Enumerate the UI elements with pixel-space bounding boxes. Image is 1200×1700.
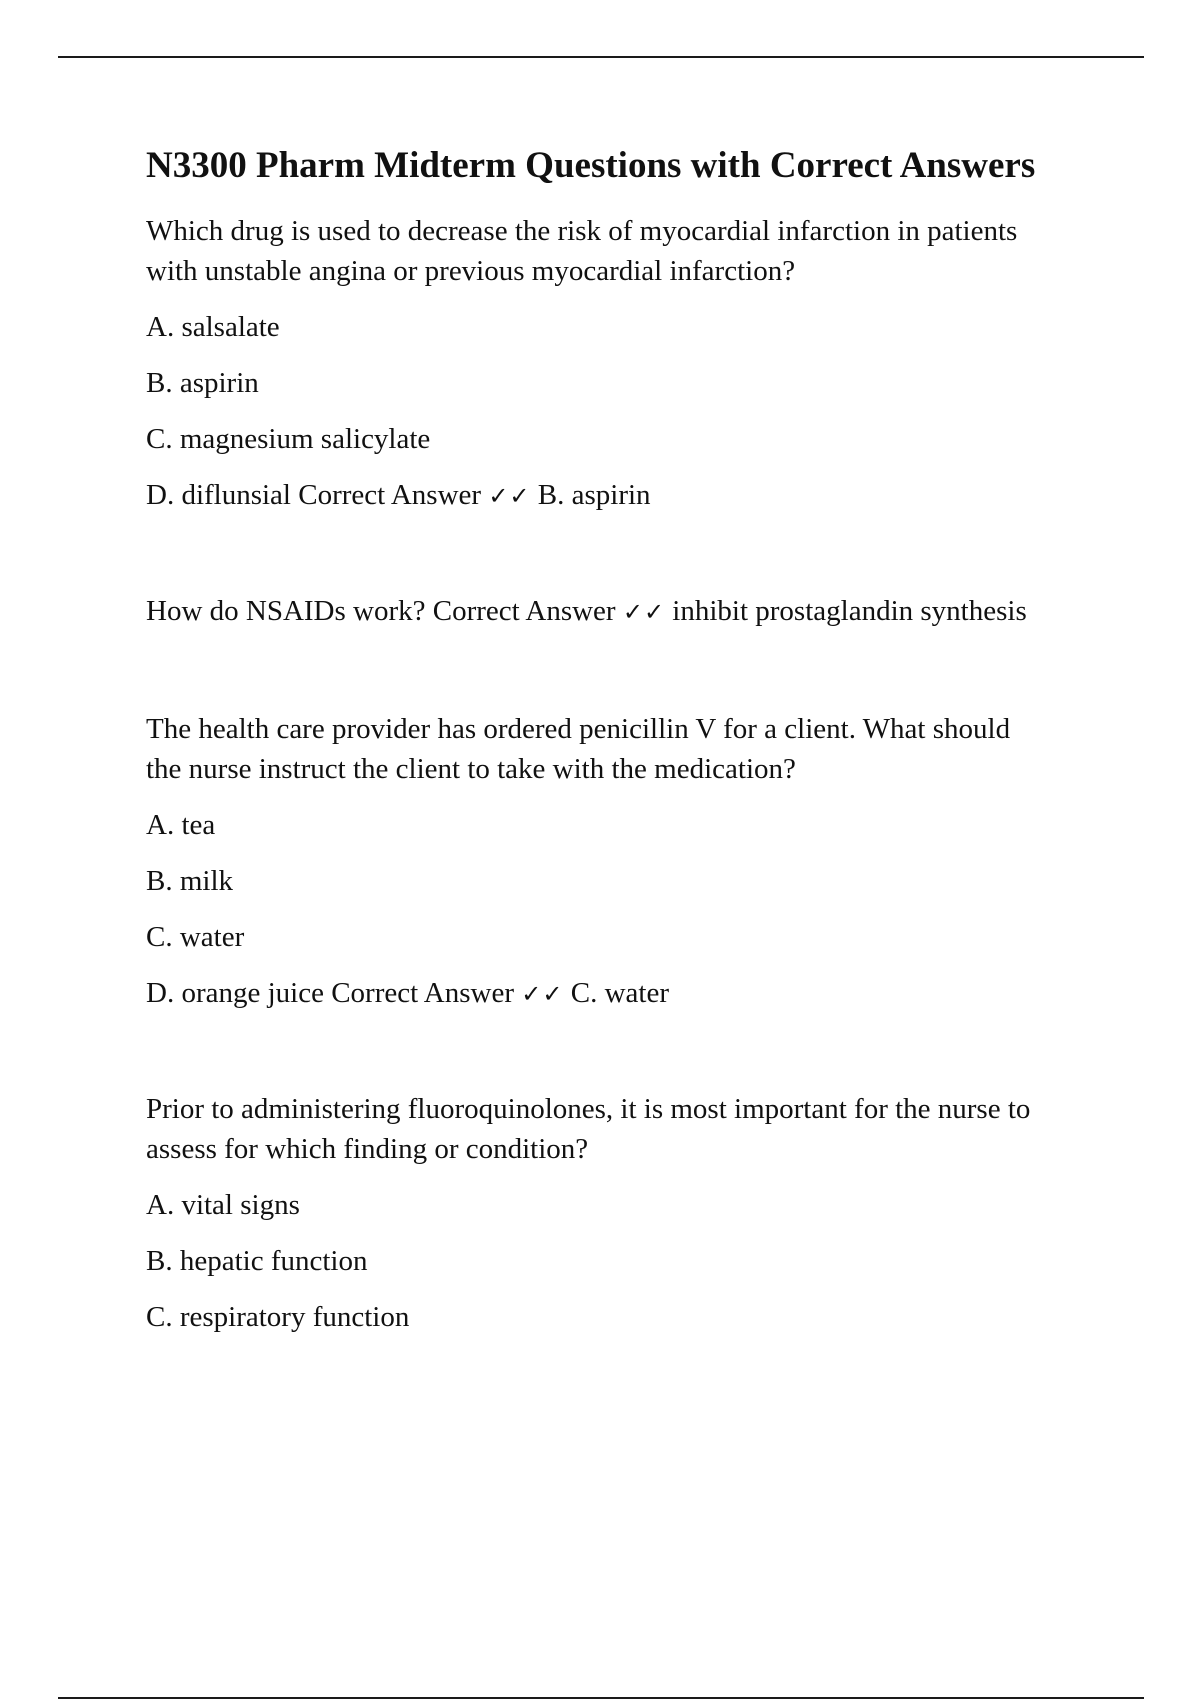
answer-option: D. diflunsial	[146, 479, 291, 511]
correct-answer-value: C. water	[570, 977, 669, 1009]
document-body	[146, 140, 1046, 1337]
answer-option-with-correct-answer	[146, 973, 1046, 1014]
answer-option-with-correct-answer	[146, 475, 1046, 516]
correct-answer-value: B. aspirin	[537, 479, 651, 511]
question-text: The health care provider has ordered penicillin V for a client. What should the nurse instruct the client to take with the medication?	[146, 713, 1011, 785]
bottom-divider	[58, 1697, 1144, 1699]
question-text: How do NSAIDs work?	[146, 595, 426, 627]
correct-answer-label: Correct Answer	[298, 479, 482, 511]
answer-option: D. orange juice	[146, 977, 324, 1009]
document-title: N3300 Pharm Midterm Questions with Correct Answers	[146, 145, 1036, 186]
double-check-icon: ✓✓	[622, 598, 666, 626]
answer-option: A. vital signs	[146, 1189, 300, 1221]
question-text: Prior to administering fluoroquinolones, it is most important for the nurse to assess for which finding or condition?	[146, 1093, 1031, 1165]
question-with-correct-answer	[146, 591, 1046, 632]
question-block-2	[146, 591, 1046, 632]
top-divider	[58, 56, 1144, 58]
double-check-icon: ✓✓	[521, 980, 564, 1008]
answer-option: B. aspirin	[146, 367, 259, 399]
answer-option: A. salsalate	[146, 311, 280, 343]
correct-answer-label: Correct Answer	[331, 977, 515, 1009]
correct-answer-value: inhibit prostaglandin synthesis	[672, 595, 1027, 627]
correct-answer-label: Correct Answer	[432, 595, 616, 627]
answer-option: C. respiratory function	[146, 1301, 410, 1333]
question-block-4	[146, 1089, 1046, 1337]
answer-option: B. milk	[146, 865, 234, 897]
question-block-3	[146, 709, 1046, 1014]
answer-option: C. magnesium salicylate	[146, 423, 431, 455]
answer-option: B. hepatic function	[146, 1245, 368, 1277]
answer-option: A. tea	[146, 809, 216, 841]
question-text: Which drug is used to decrease the risk of myocardial infarction in patients with unstable angina or previous myocardial infarction?	[146, 215, 1018, 287]
question-block-1	[146, 211, 1046, 516]
answer-option: C. water	[146, 921, 245, 953]
double-check-icon: ✓✓	[488, 482, 531, 510]
